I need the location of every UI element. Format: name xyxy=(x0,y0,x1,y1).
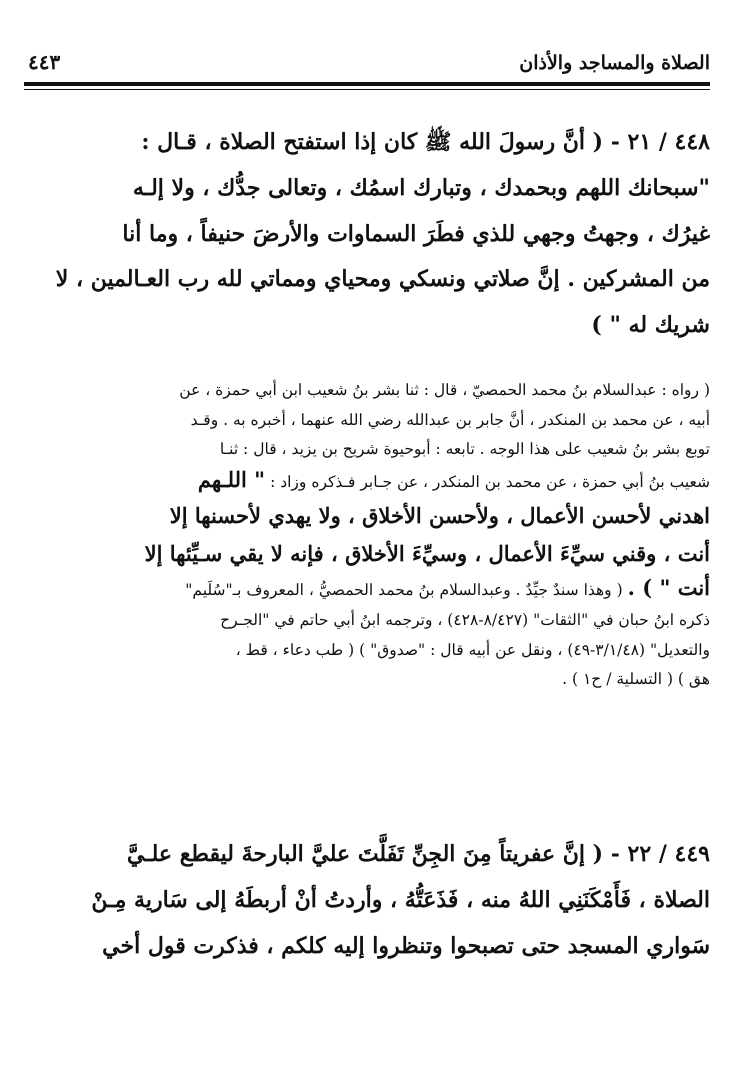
header-rule-thin xyxy=(24,89,710,90)
note-line xyxy=(30,465,710,498)
text-line: من المشركين . إنَّ صلاتي ونسكي ومحياي ومماتي لله رب العـالمين ، لا xyxy=(55,266,710,293)
note-line xyxy=(30,573,710,606)
text-line: سَواري المسجد حتى تصبحوا وتنظروا إليه كلكم ، فذكرت قول أخي xyxy=(102,932,710,959)
running-header xyxy=(22,48,710,78)
quoted-supplication-line: اهدني لأحسن الأعمال ، ولأحسن الأخلاق ، ولا يهدي لأحسنها إلا xyxy=(169,503,710,529)
text-line: الصلاة ، فَأَمْكَنَنِي اللهُ منه ، فَذَعَتُّهُ ، وأردتُ أنْ أربطَهُ إلى سَارية مِـنْ xyxy=(91,886,710,913)
text-line: ٤٤٨ / ٢١ - ( أنَّ رسولَ الله ﷺ كان إذا استفتح الصلاة ، قـال : xyxy=(141,129,710,155)
text-line: "سبحانك اللهم وبحمدك ، وتبارك اسمُك ، وتعالى جدُّك ، ولا إلـه xyxy=(132,174,710,201)
note-line: هق ) ( التسلية / ح١ ) . xyxy=(562,670,710,689)
quoted-supplication-start: " اللـهم xyxy=(197,466,266,492)
page-number: ٤٤٣ xyxy=(28,50,61,74)
note-line: والتعديل" (٣/١/٤٨-٤٩) ، ونقل عن أبيه قال : "صدوق" ) ( طب دعاء ، قط ، xyxy=(235,640,710,659)
commentary xyxy=(30,376,710,695)
running-title: الصلاة والمساجد والأذان xyxy=(519,52,710,74)
header-rule-thick xyxy=(24,82,710,86)
quoted-supplication-line: أنت ، وقني سيِّءَ الأعمال ، وسيِّءَ الأخلاق ، فإنه لا يقي سـيِّئها إلا xyxy=(144,541,710,567)
note-line: أبيه ، عن محمد بن المنكدر ، أنَّ جابر بن عبدالله رضي الله عنهما ، أخبره به . وقـد xyxy=(190,410,710,429)
note-line: ( رواه : عبدالسلام بنُ محمد الحمصيّ ، قال : ثنا بشر بنُ شعيب ابن أبي حمزة ، عن xyxy=(179,381,710,399)
hadith-448 xyxy=(30,120,710,349)
note-line-text: ( وهذا سندٌ جيِّدٌ . وعبدالسلام بنُ محمد الحمصيُّ ، المعروف بـ"سُلَيم" xyxy=(185,581,623,600)
note-line: ذكره ابنُ حبان في "الثقات" (٨/٤٢٧-٤٢٨) ، وترجمه ابنُ أبي حاتم في "الجـرح xyxy=(220,610,710,629)
text-line: غيرُك ، وجهتُ وجهي للذي فطَرَ السماوات والأرضَ حنيفاً ، وما أنا xyxy=(122,220,710,247)
text-line: شريك له " ) xyxy=(591,312,710,339)
note-line-text: شعيب بنُ أبي حمزة ، عن محمد بن المنكدر ، عن جـابر فـذكره وزاد : xyxy=(270,472,710,491)
text-line: ٤٤٩ / ٢٢ - ( إنَّ عفريتاً مِنَ الجِنِّ تَفَلَّتَ عليَّ البارحةَ ليقطع علـيَّ xyxy=(126,841,710,867)
hadith-449 xyxy=(30,832,710,969)
quoted-supplication-end: أنت " ) . xyxy=(627,575,710,601)
note-line: توبع بشر بنُ شعيب على هذا الوجه . تابعه : أبوحيوة شريح بن يزيد ، قال : ثنـا xyxy=(219,440,710,459)
